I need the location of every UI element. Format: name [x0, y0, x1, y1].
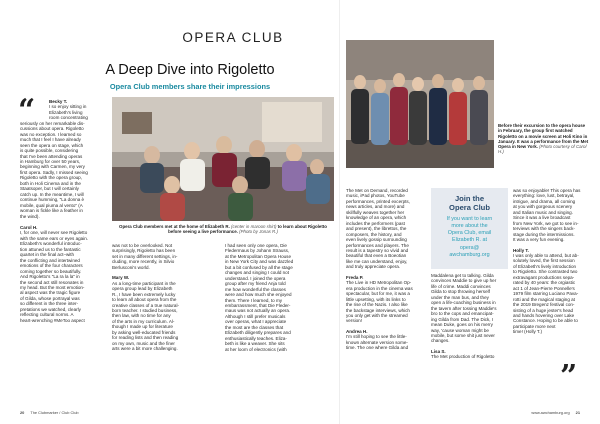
text-line: skillfully weaves together her [346, 209, 405, 215]
text-line: known alternate version some- [346, 339, 408, 345]
text-line: 1979 film starring Luciano Pava- [513, 291, 579, 297]
text-line: terviews with the singers back- [513, 226, 575, 232]
text-line: seriously on her remarkable dis- [20, 120, 85, 126]
text-line: news articles, and more) and [346, 204, 405, 210]
text-line: and Italian music and singing. [513, 209, 573, 215]
text-line: group after my friend Anja told [225, 281, 286, 287]
text-line: opera group lead by Elizabeth [112, 286, 173, 292]
text-line: Opera Club, email [447, 230, 492, 237]
text-line: Berlusconi's world. [112, 264, 150, 270]
section-title: OPERA CLUB [182, 30, 284, 45]
text-line: and present), the librettos, the [346, 226, 407, 232]
text-line: era production in the cinema was [346, 285, 413, 291]
text-line: under the man bus, and they [431, 294, 489, 300]
article-column-4 [346, 188, 426, 351]
text-line: pretations we watched, clearly [20, 306, 81, 312]
text-line: arts were a bit more challenging. [112, 346, 178, 352]
text-line: Staatsoper, but I will certainly [20, 186, 79, 192]
testimonial-becky [20, 99, 105, 323]
text-line: R., I have been extremely lucky [112, 291, 176, 297]
quote-mark-icon: “ [18, 93, 36, 128]
text-line: changes. [431, 338, 450, 344]
text-line: was so enjoyable! This opera has [513, 188, 581, 193]
footer-left: 20 The Clubmarker / Club Club [20, 410, 79, 415]
text-line: of Elizabeth's lively introduction [513, 263, 577, 269]
text-line: mean Duke, goes on his merry [431, 322, 493, 328]
footer-right: www.awchamburg.org 21 [531, 410, 580, 415]
text-line: beginning with Carmen, my very [20, 164, 85, 170]
article-column-6 [513, 188, 591, 335]
text-line: surprisingly, Rigoletto has been [112, 248, 176, 254]
text-line: the conflicting and intertwined [20, 257, 80, 263]
text-line: Elizabeth's wonderful introduc- [20, 241, 82, 247]
text-line: awchamburg.org [449, 251, 490, 258]
text-line: understand. I joined the opera [225, 275, 286, 281]
text-line: but a bit confused by all the stage [225, 264, 293, 270]
cinema-photo-caption: Before their excursion to the opera house in February, the group first watched Rigoletto on a movie screen at Holi Kino in January. It was a performance from the Met Opera in New York. (Photo courtesy of Carol H.) [498, 123, 589, 155]
living-room-photo [112, 97, 334, 221]
text-line: mobile, but some shit just never [431, 332, 495, 338]
text-line: on my own, music and the finer [112, 340, 175, 346]
text-line: both in Holi Cinema and in the [20, 180, 81, 186]
text-line: embarrassment, that Die Fleder- [225, 302, 291, 308]
text-line: catch up. In the meantime, I will [20, 191, 84, 197]
text-line: Elizabeth R. at [451, 237, 488, 244]
text-line: my head. But the most emotion- [20, 284, 85, 290]
text-line: room concentrating [49, 115, 88, 121]
text-line: beth is like a weaver. She sits [225, 341, 285, 347]
text-line: of the arts in my curriculum. Al- [112, 318, 175, 324]
text-line: performances and players. The [346, 242, 409, 248]
text-line: cluding, more recently, in Silvio [112, 259, 175, 265]
text-line: the rise of the Nazis. I also like [346, 302, 408, 308]
text-line: mobile, qual piuma al vento" (A [20, 202, 83, 208]
text-line: seen the opera on stage, which [20, 142, 84, 148]
text-line: knowledge of an opera, which [346, 215, 407, 221]
text-line: Constance. Hoping to be able to [513, 318, 578, 324]
text-line: bro to the cops and emancipat- [431, 311, 494, 317]
text-line: changes and singing I could not [225, 270, 289, 276]
text-line: spectacular, but for me, it was a [346, 291, 410, 297]
text-line: to learn all about opera from the [112, 297, 177, 303]
text-line: enthusiastically teaches. Eliza- [225, 335, 287, 341]
text-line: As a long-time participant in the [112, 280, 176, 286]
text-line: the second act still resonates in [20, 279, 84, 285]
text-line: extravagant productions sepa- [513, 274, 575, 280]
text-line: from New York, we got to see in- [513, 220, 579, 226]
author-name: Carol H. [20, 224, 38, 230]
text-line: like me can understand, enjoy, [346, 258, 408, 264]
text-line: is quite possible, considering [20, 148, 79, 154]
text-line: tion attuned us to the fantastic [20, 246, 81, 252]
join-opera-club-box [431, 188, 508, 269]
photo-caption: Opera Club members met at the home of Elizabeth R. (center in maroon shirt) to learn about Rigoletto before seeing a live performance. (Photo by Jonas R.) [119, 224, 327, 235]
text-line: reflecting cultural norms. A [20, 312, 74, 318]
text-line: so different in the three inter- [20, 301, 79, 307]
text-line: them. There I learned, to my [225, 297, 283, 303]
text-line: If you want to learn [446, 216, 493, 223]
text-line: ing Gilda from Dad. The Dick, I [431, 316, 494, 322]
text-line: performances, printed excerpts, [346, 198, 410, 204]
text-line: set in many different settings, in- [112, 253, 178, 259]
text-line: heart-wrenching #MeToo aspect [20, 317, 85, 323]
author-name: Andrea H. [346, 328, 368, 334]
text-line: in Hamburg for over 50 years, [20, 158, 81, 164]
page-title: A Deep Dive into Rigoletto [105, 62, 275, 78]
text-line: much that I feel I have already [20, 137, 81, 143]
text-line: cussions about opera. Rigoletto [20, 126, 84, 132]
text-line: result is a tapestry so vivid and [346, 247, 409, 253]
page-subtitle: Opera Club members share their impressions [109, 82, 271, 91]
text-line: were and how much she enjoyed [225, 292, 292, 298]
text-line: act 1 of Jean-Pierre Ponnelle's [513, 285, 575, 291]
text-line: everything: love, lust, betrayal, [513, 193, 575, 199]
text-line: Elizabeth diligently prepares and [225, 330, 291, 336]
author-name: Lisa S. [431, 348, 446, 354]
text-line: first opera. Sadly, I missed seeing [20, 169, 88, 175]
author-name: Freda P. [346, 274, 364, 280]
text-line: It was a very fun evening. [513, 237, 565, 243]
text-line: al aspect was the tragic figure [20, 290, 81, 296]
text-line: to Rigoletto. She contrasted two [513, 269, 578, 275]
text-line: the wind). [20, 213, 40, 219]
text-line: Since it was a live broadcast [513, 215, 571, 221]
text-line: born teacher. I studied business, [112, 307, 178, 313]
text-line: time. The one where Gilda and [346, 345, 409, 351]
text-line: Rigoletto with the opera group, [20, 175, 82, 181]
cinema-group-photo [346, 40, 494, 168]
text-line: with the same ears or eyes again. [20, 235, 88, 241]
text-line: Gilda to stop throwing herself [431, 289, 490, 295]
text-line: The Live in HD Metropolitan Op- [346, 280, 412, 286]
text-line: at her loom of electronics (with [225, 346, 287, 352]
text-line: includes the performers (past [346, 220, 405, 226]
text-line: continue humming, "La donna è [20, 197, 85, 203]
text-line: I had seen only one opera, Die [225, 243, 287, 248]
text-line: was no exception. I learned so [20, 131, 82, 137]
text-line: participate more next [513, 323, 556, 329]
closing-quote-mark-icon: ” [560, 359, 578, 394]
author-name: Becky T. [49, 99, 68, 104]
cinema-photo-image [346, 40, 494, 168]
text-line: you only get with the streamed [346, 312, 408, 318]
article-column-3 [225, 243, 333, 352]
text-line: at you with gorgeous scenery [513, 204, 573, 210]
text-line: of Gilda, whose portrayal was [20, 295, 80, 301]
text-line: life of crime. Maddi convinces [431, 283, 491, 289]
text-line: beautiful that even a Boeotian [346, 253, 407, 259]
text-line: I was only able to attend, but ab- [513, 252, 579, 258]
text-line: little upsetting, with its links to [346, 296, 406, 302]
text-line: coming together so beautifully. [20, 268, 82, 274]
text-line: I, for one, will never see Rigoletto [20, 230, 88, 236]
text-line: rated by 40 years: the orgiastic [513, 280, 576, 286]
text-line: Elizabeth's living [49, 109, 83, 115]
text-line: woman is fickle like a feather in [20, 208, 83, 214]
text-line: though I made up for literature [112, 324, 173, 330]
text-line: And Rigoletto's "La ra la la" in [20, 274, 80, 280]
text-line: more about the [451, 223, 488, 230]
group-photo-image [112, 97, 334, 221]
text-line: maus was not actually an opera. [225, 308, 291, 314]
text-line: Maddalena get to talking. Gilda [431, 273, 494, 278]
text-line: by asking well-educated friends [112, 329, 176, 335]
text-line: I so enjoy sitting in [49, 104, 87, 110]
page-divider [339, 0, 340, 424]
text-line: intrigue, and drama, all coming [513, 198, 576, 204]
text-line: over operas, what I appreciate [225, 319, 287, 325]
text-line: quartet in the final act–with [20, 252, 75, 258]
text-line: composers, the history, and [346, 231, 402, 237]
text-line: that I've been attending operas [20, 153, 83, 159]
text-line: and truly appreciate opera. [346, 264, 401, 270]
text-line: sisting of a huge jester's head [513, 307, 574, 313]
text-line: me how wonderful the classes [225, 286, 286, 292]
text-line: for reading lists and then reading [112, 335, 179, 341]
text-line: the tavern after tossing Maddie's [431, 305, 497, 311]
text-line: in New York City and was dazzled [225, 259, 294, 265]
join-box-text [431, 216, 508, 259]
text-line: solutely loved, the first session [513, 258, 575, 264]
text-line: Fledermaus by Johann Strauss, [225, 248, 290, 254]
author-name: Holly T. [513, 247, 529, 253]
text-line: Although I still prefer musicals [225, 313, 286, 319]
text-line: opera@ [459, 244, 480, 251]
author-name: Mary W. [112, 275, 130, 281]
text-line: stage during the intermissions. [513, 231, 575, 237]
text-line: time! (Holly T.) [513, 329, 542, 335]
text-line: the most are the classes that [225, 324, 284, 330]
text-line: then law, with no time for any [112, 313, 171, 319]
text-line: creative classes of a true natural- [112, 302, 179, 308]
text-line: I'm still hoping to see the little- [346, 334, 407, 340]
text-line: the backstage interviews, which [346, 307, 410, 313]
text-line: The Met production of Rigoletto [431, 354, 495, 360]
text-line: way, 'cause woman might be [431, 327, 489, 333]
text-line: music, iPad photos, YouTube [346, 193, 405, 199]
text-line: was not to be overlooked. Not [112, 243, 173, 248]
article-column-2 [112, 243, 217, 352]
text-line: The Met on Demand, recorded [346, 188, 408, 193]
text-line: convinces Maddie to give up her [431, 278, 497, 284]
text-line: even lively gossip surrounding [346, 237, 407, 243]
text-line: open a life-coaching business in [431, 300, 496, 306]
text-line: rotti and the magical staging at [513, 296, 575, 302]
text-line: version! [346, 318, 362, 324]
text-line: at the Metropolitan Opera House [225, 253, 291, 259]
text-line: emotions of the four characters [20, 263, 83, 269]
article-column-5 [431, 273, 509, 360]
join-box-title: Join the Opera Club [449, 194, 490, 212]
text-line: and hands hovering over Lake [513, 312, 575, 318]
text-line: the 2019 Bregenz festival con- [513, 302, 575, 308]
